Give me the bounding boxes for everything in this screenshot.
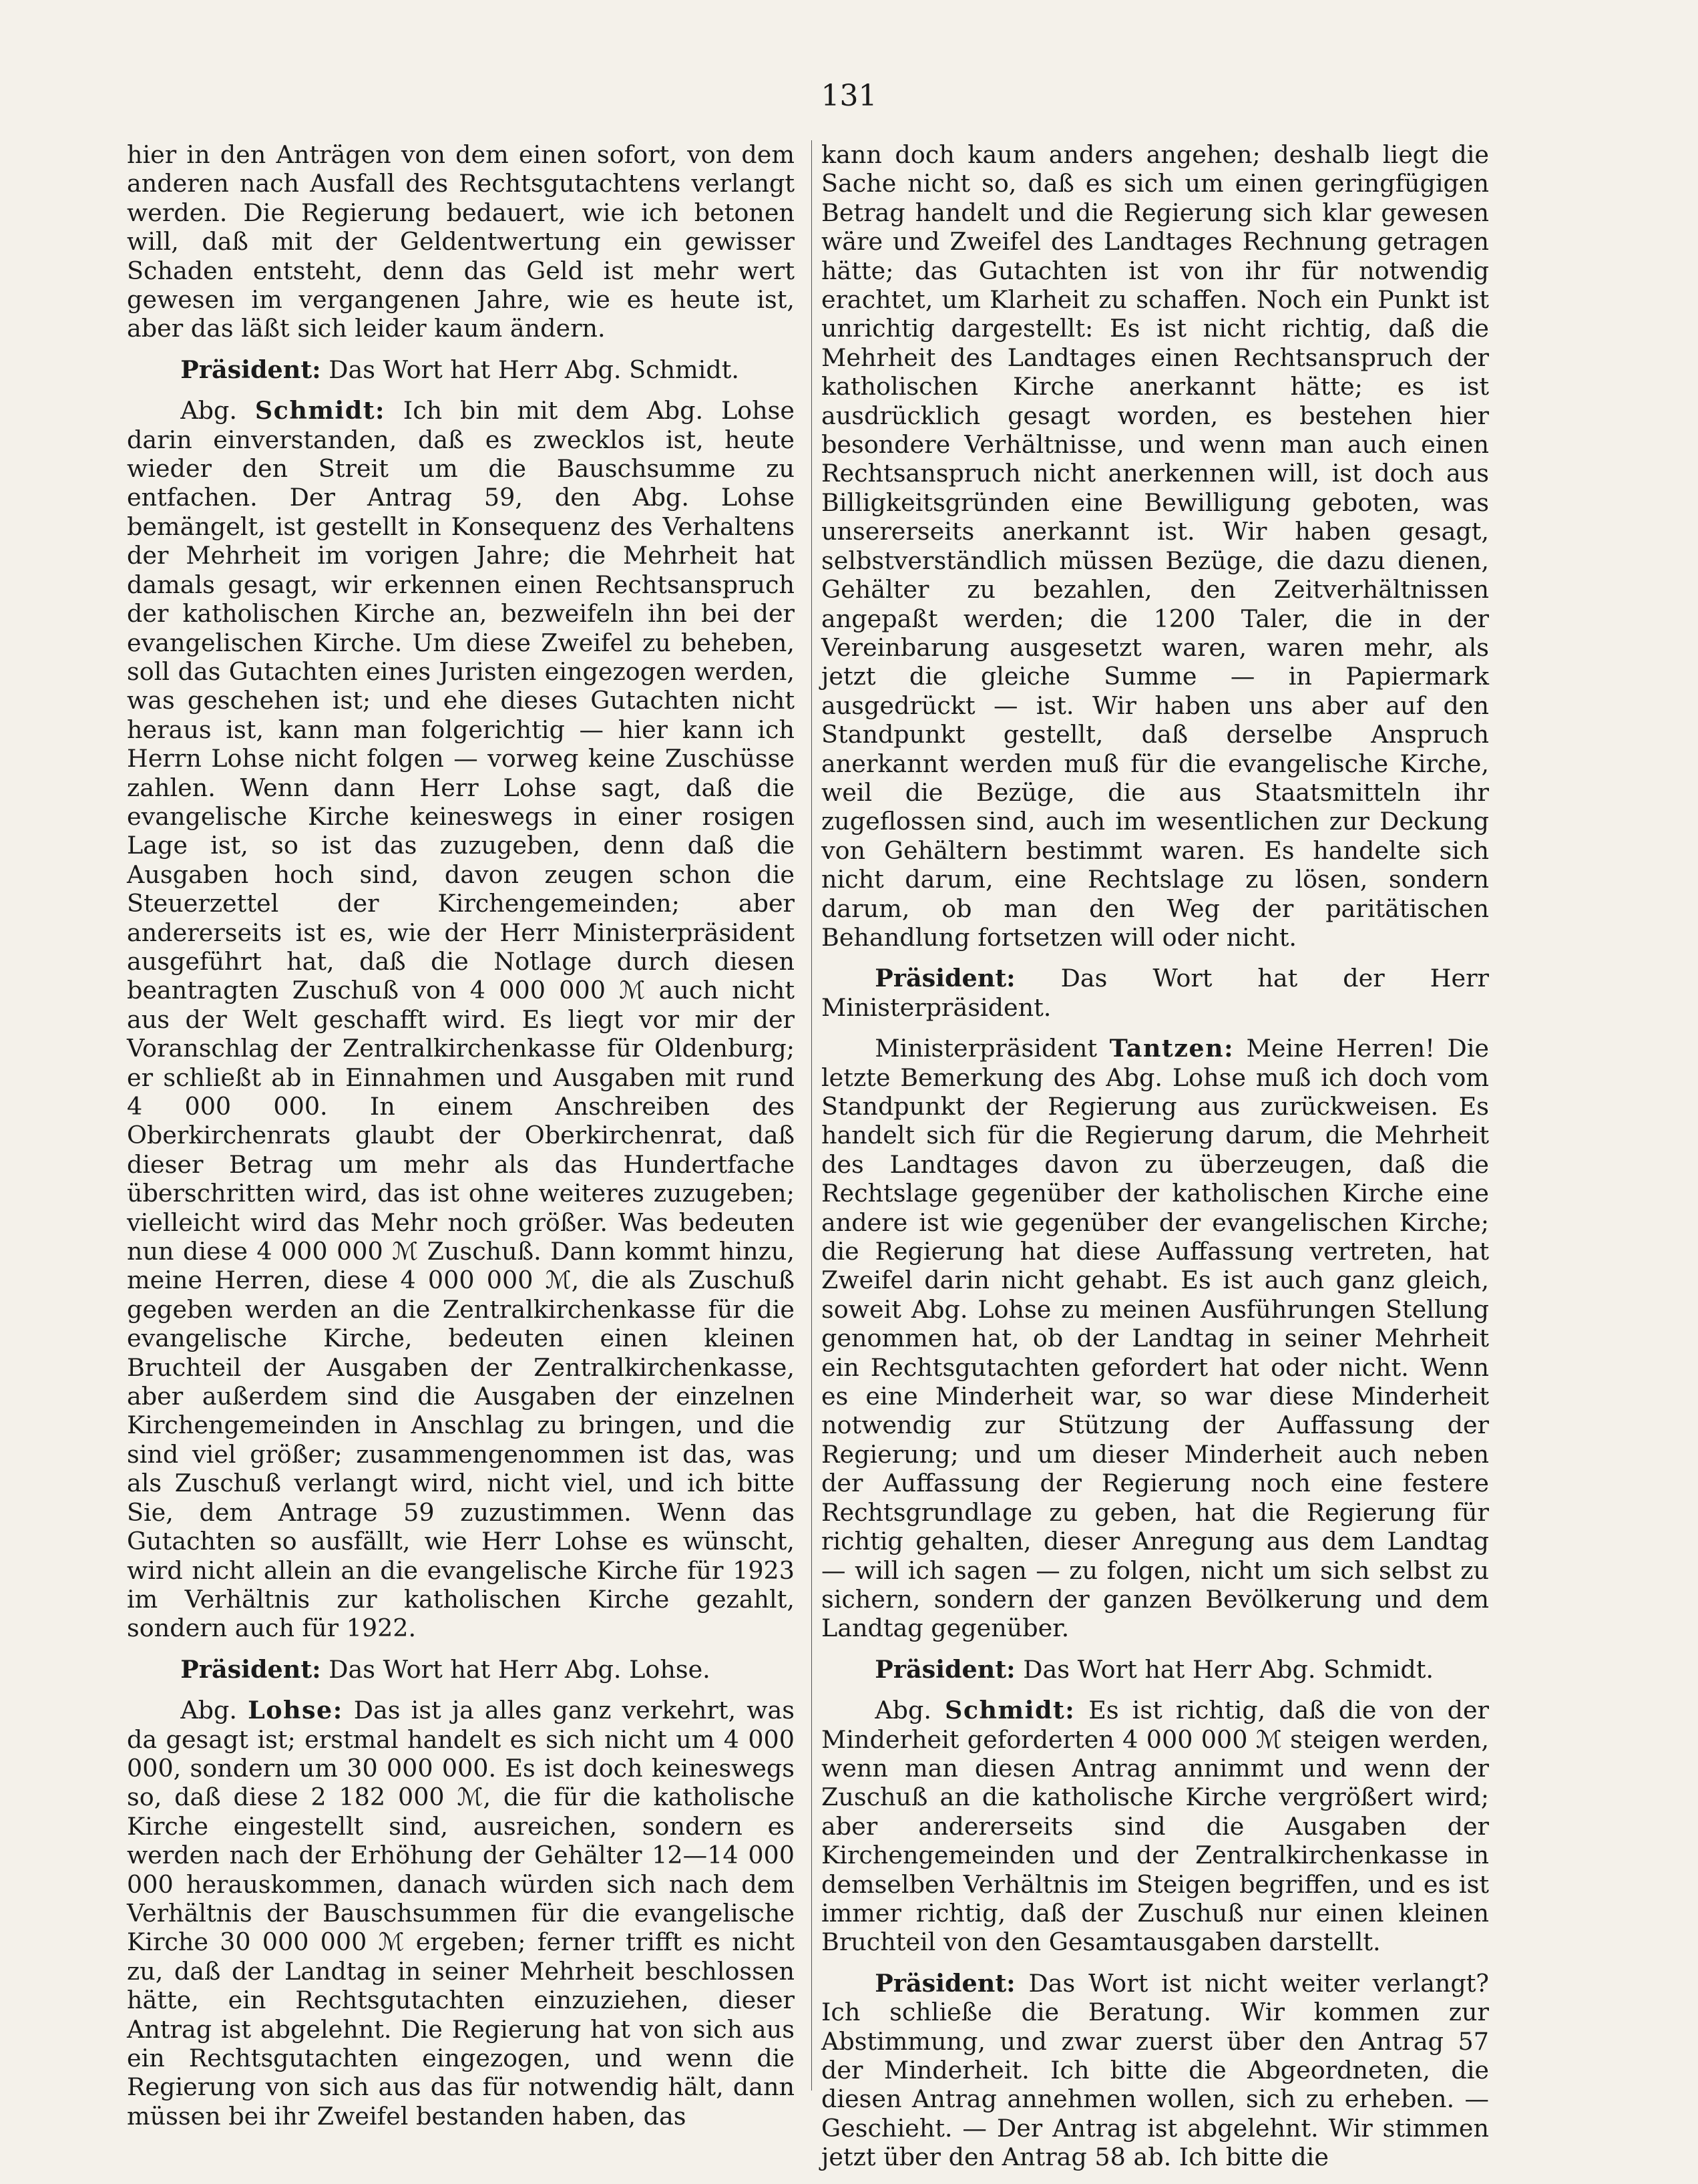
- speech-text: Es ist richtig, daß die von der Minderheit geforderten 4 000 000 ℳ steigen werden, wenn man diesen Antrag annimmt und wenn der Zuschuß an die katholische Kirche vergrößert wird; aber andererseits sind die Ausgaben der Kirchengemeinden und der Zentralkirchenkasse in demselben Verhältnis im Steigen begriffen, und es ist immer richtig, daß der Zuschuß nur einen kleinen Bruchteil von den Gesamtausgaben darstellt.: [821, 1696, 1489, 1957]
- speaker-role: Ministerpräsident: [875, 1034, 1098, 1063]
- speech-paragraph: [821, 1655, 1489, 1684]
- speech-paragraph: [127, 355, 795, 384]
- speaker-role: Präsident:: [180, 355, 321, 384]
- right-column: [821, 140, 1489, 2184]
- page-number: 131: [821, 79, 877, 113]
- speech-text: Das ist ja alles ganz verkehrt, was da gesagt ist; erstmal handelt es sich nicht um 4 000 000, sondern um 30 000 000. Es ist doch keineswegs so, daß diese 2 182 000 ℳ, die für die katholische Kirche eingestellt sind, ausreichen, sondern es werden nach der Erhöhung der Gehälter 12—14 000 000 herauskommen, danach würden sich nach dem Verhältnis der Bauschsummen für die evangelische Kirche 30 000 000 ℳ ergeben; ferner trifft es nicht zu, daß der Landtag in seiner Mehrheit beschlossen hätte, ein Rechtsgutachten einzuziehen, dieser Antrag ist abgelehnt. Die Regierung hat von sich aus ein Rechtsgutachten eingezogen, und wenn die Regierung von sich aus das für notwendig hält, dann müssen bei ihr Zweifel bestanden haben, das: [127, 1696, 795, 2131]
- speaker-role: Abg.: [875, 1696, 931, 1725]
- speech-text: Ich bin mit dem Abg. Lohse darin einverstanden, daß es zwecklos ist, heute wieder den Streit um die Bauschsumme zu entfachen. Der Antrag 59, den Abg. Lohse bemängelt, ist gestellt in Konsequenz des Verhaltens der Mehrheit im vorigen Jahre; die Mehrheit hat damals gesagt, wir erkennen einen Rechtsanspruch der katholischen Kirche an, bezweifeln ihn bei der evangelischen Kirche. Um diese Zweifel zu beheben, soll das Gutachten eines Juristen eingezogen werden, was geschehen ist; und ehe dieses Gutachten nicht heraus ist, kann man folgerichtig — hier kann ich Herrn Lohse nicht folgen — vorweg keine Zuschüsse zahlen. Wenn dann Herr Lohse sagt, daß die evangelische Kirche keineswegs in einer rosigen Lage ist, so ist das zuzugeben, denn daß die Ausgaben hoch sind, davon zeugen schon die Steuerzettel der Kirchengemeinden; aber andererseits ist es, wie der Herr Ministerpräsident ausgeführt hat, daß die Notlage durch diesen beantragten Zuschuß von 4 000 000 ℳ auch nicht aus der Welt geschafft wird. Es liegt vor mir der Voranschlag der Zentralkirchenkasse für Oldenburg; er schließt ab in Einnahmen und Ausgaben mit rund 4 000 000. In einem Anschreiben des Oberkirchenrats glaubt der Oberkirchenrat, daß dieser Betrag um mehr als das Hundertfache überschritten wird, das ist ohne weiteres zuzugeben; vielleicht wird das Mehr noch größer. Was bedeuten nun diese 4 000 000 ℳ Zuschuß. Dann kommt hinzu, meine Herren, diese 4 000 000 ℳ, die als Zuschuß gegeben werden an die Zentralkirchenkasse für die evangelische Kirche, bedeuten einen kleinen Bruchteil der Ausgaben der Zentralkirchenkasse, aber außerdem sind die Ausgaben der einzelnen Kirchengemeinden in Anschlag zu bringen, und die sind viel größer; zusammengenommen ist das, was als Zuschuß verlangt wird, nicht viel, und ich bitte Sie, dem Antrage 59 zuzustimmen. Wenn das Gutachten so ausfällt, wie Herr Lohse es wünscht, wird nicht allein an die evangelische Kirche für 1923 im Verhältnis zur katholischen Kirche gezahlt, sondern auch für 1922.: [127, 396, 795, 1643]
- column-divider: [811, 140, 812, 2090]
- speech-paragraph: [127, 1696, 795, 2131]
- speaker-role: Präsident:: [875, 1654, 1016, 1684]
- speaker-name: Tantzen:: [1109, 1034, 1234, 1063]
- speech-text: Das Wort hat Herr Abg. Lohse.: [329, 1654, 710, 1684]
- paragraph-continuation: kann doch kaum anders angehen; deshalb liegt die Sache nicht so, daß es sich um einen geringfügigen Betrag handelt und die Regierung sich klar gewesen wäre und Zweifel des Landtages Rechnung getragen hätte; das Gutachten ist von ihr für notwendig erachtet, um Klarheit zu schaffen. Noch ein Punkt ist unrichtig dargestellt: Es ist nicht richtig, daß die Mehrheit des Landtages einen Rechtsanspruch der katholischen Kirche anerkannt hätte; es ist ausdrücklich gesagt worden, es bestehen hier besondere Verhältnisse, und wenn man auch einen Rechtsanspruch nicht anerkennen will, ist doch aus Billigkeitsgründen eine Bewilligung geboten, was unsererseits anerkannt ist. Wir haben gesagt, selbstverständlich müssen Bezüge, die dazu dienen, Gehälter zu bezahlen, den Zeitverhältnissen angepaßt werden; die 1200 Taler, die in der Vereinbarung ausgesetzt waren, waren mehr, als jetzt die gleiche Summe — in Papiermark ausgedrückt — ist. Wir haben uns aber auf den Standpunkt gestellt, daß derselbe Anspruch anerkannt werden muß für die evangelische Kirche, weil die Bezüge, die aus Staatsmitteln ihr zugeflossen sind, auch im wesentlichen zur Deckung von Gehältern bestimmt waren. Es handelte sich nicht darum, eine Rechtslage zu lösen, sondern darum, ob man den Weg der paritätischen Behandlung fortsetzen will oder nicht.: [821, 140, 1489, 952]
- speech-paragraph: [127, 396, 795, 1642]
- speaker-name: Lohse:: [248, 1696, 343, 1725]
- speech-paragraph: [821, 1969, 1489, 2172]
- speaker-role: Präsident:: [875, 964, 1016, 993]
- speaker-name: Schmidt:: [945, 1696, 1076, 1725]
- speech-paragraph: [821, 1034, 1489, 1643]
- speech-paragraph: [821, 964, 1489, 1022]
- speech-text: Das Wort ist nicht weiter verlangt? Ich schließe die Beratung. Wir kommen zur Abstimmung, und zwar zuerst über den Antrag 57 der Minderheit. Ich bitte die Abgeordneten, die diesen Antrag annehmen wollen, sich zu erheben. — Geschieht. — Der Antrag ist abgelehnt. Wir stimmen jetzt über den Antrag 58 ab. Ich bitte die: [821, 1968, 1489, 2172]
- speech-paragraph: [821, 1696, 1489, 1957]
- speech-text: Meine Herren! Die letzte Bemerkung des Abg. Lohse muß ich doch vom Standpunkt der Regierung aus zurückweisen. Es handelt sich für die Regierung darum, die Mehrheit des Landtages davon zu überzeugen, daß die Rechtslage gegenüber der katholischen Kirche eine andere ist wie gegenüber der evangelischen Kirche; die Regierung hat diese Auffassung vertreten, hat Zweifel darin nicht gehabt. Es ist auch ganz gleich, soweit Abg. Lohse zu meinen Ausführungen Stellung genommen hat, ob der Landtag in seiner Mehrheit ein Rechtsgutachten gefordert hat oder nicht. Wenn es eine Minderheit war, so war diese Minderheit notwendig zur Stützung der Auffassung der Regierung; und um dieser Minderheit auch neben der Auffassung der Regierung noch eine festere Rechtsgrundlage zu geben, hat die Regierung für richtig gehalten, dieser Anregung aus dem Landtag — will ich sagen — zu folgen, nicht um sich selbst zu sichern, sondern der ganzen Bevölkerung und dem Landtag gegenüber.: [821, 1034, 1490, 1643]
- speaker-role: Präsident:: [875, 1968, 1016, 1998]
- speaker-role: Abg.: [180, 396, 237, 425]
- speaker-role: Präsident:: [180, 1654, 321, 1684]
- speaker-role: Abg.: [180, 1696, 237, 1725]
- speech-text: Das Wort hat Herr Abg. Schmidt.: [329, 355, 739, 384]
- left-column: [127, 140, 795, 2143]
- paragraph-continuation: hier in den Anträgen von dem einen sofort, von dem anderen nach Ausfall des Rechtsgutachtens verlangt werden. Die Regierung bedauert, wie ich betonen will, daß mit der Geldentwertung ein gewisser Schaden entsteht, denn das Geld ist mehr wert gewesen im vergangenen Jahre, wie es heute ist, aber das läßt sich leider kaum ändern.: [127, 140, 795, 343]
- speaker-name: Schmidt:: [254, 396, 385, 425]
- speech-paragraph: [127, 1655, 795, 1684]
- speech-text: Das Wort hat der Herr Ministerpräsident.: [821, 964, 1489, 1022]
- speech-text: Das Wort hat Herr Abg. Schmidt.: [1023, 1654, 1434, 1684]
